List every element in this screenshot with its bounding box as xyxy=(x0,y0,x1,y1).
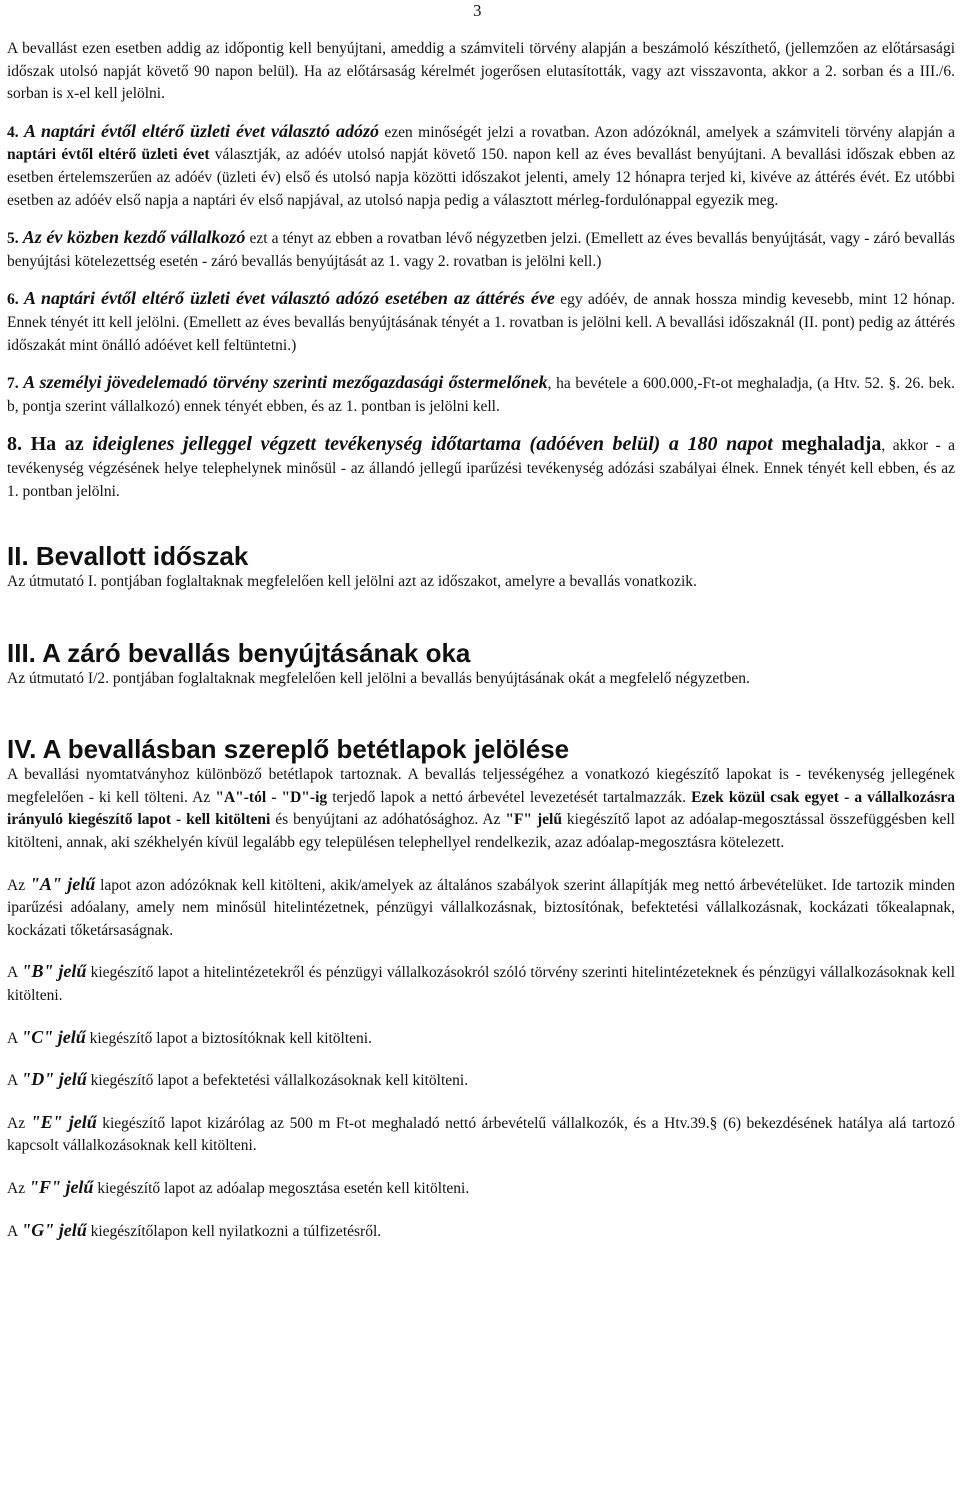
sheet-c-text: kiegészítő lapot a biztosítóknak kell kitölteni. xyxy=(85,1029,372,1047)
sheet-b-text: kiegészítő lapot a hitelintézetekről és pénzügyi vállalkozásokról szóló törvény szerinti hitelintézeteknek és pénzügyi vállalkozásoknak kell kitölteni. xyxy=(7,964,956,1005)
item-4-title: A naptári évtől eltérő üzleti évet választó adózó xyxy=(24,120,379,141)
sheet-b-paragraph xyxy=(7,960,955,1007)
sheet-d-pre: A xyxy=(7,1072,22,1090)
item-7-title: A személyi jövedelemadó törvény szerinti mezőgazdasági őstermelőnek xyxy=(23,372,548,393)
sheet-f-pre: Az xyxy=(7,1180,29,1197)
sheet-b-label: "B" jelű xyxy=(21,961,87,982)
sheet-f-paragraph xyxy=(7,1176,955,1201)
item-8-bold: meghaladja xyxy=(781,433,882,456)
sheet-b-pre: A xyxy=(7,964,22,982)
sheet-e-label: "E" jelű xyxy=(30,1111,97,1132)
sheet-e-text: kiegészítő lapot kizárólag az 500 m Ft-ot meghaladó nettó árbevételű vállalkozók, és a Htv.39.§ (6) bekezdésének hatálya alá tartozó kapcsolt vállalkozásoknak kell kitölteni. xyxy=(7,1114,955,1155)
item-5-paragraph xyxy=(7,226,955,273)
item-4-text-1: ezen minőségét jelzi a rovatban. Azon adózóknál, amelyek a számviteli törvény alapján a xyxy=(379,123,955,141)
sheet-g-pre: A xyxy=(7,1222,22,1240)
sheet-c-label: "C" jelű xyxy=(21,1026,86,1047)
section-4-heading: IV. A bevallásban szereplő betétlapok jelölése xyxy=(7,734,570,765)
sheet-f-text: kiegészítő lapot az adóalap megosztása esetén kell kitölteni. xyxy=(93,1180,470,1197)
section-4-text xyxy=(7,764,955,854)
sheet-g-paragraph xyxy=(7,1219,955,1244)
item-6-text: egy adóév, de annak hossza mindig kevesebb, mint 12 hónap. Ennek tényét itt kell jelölni. (Emellett az éves bevallás benyújtásának tényét a 1. rovatban is jelölni kell. A bevallási időszaknál (II. pont) pedig az áttérés időszakát mint önálló adóévet kell feltüntetni.) xyxy=(7,291,956,354)
item-7-text: , ha bevétele a 600.000,-Ft-ot meghaladja, (a Htv. 52. §. 26. bek. b, pontja szerint vállalkozó) ennek tényét ebben, és az 1. pontban is jelölni kell. xyxy=(7,375,956,415)
section-4-text-2: terjedő lapok a nettó árbevétel levezetését tartalmazzák. xyxy=(327,788,692,806)
section-4-text-1: A bevallási nyomtatványhoz különböző betétlapok tartoznak. A bevallás teljességéhez a vonatkozó kiegészítő lapokat is - tevékenység jellegének megfelelően - ki kell tölteni. Az xyxy=(7,766,955,806)
item-6-title: A naptári évtől eltérő üzleti évet választó adózó esetében az áttérés éve xyxy=(24,288,555,309)
sheet-d-text: kiegészítő lapot a befektetési vállalkozásoknak kell kitölteni. xyxy=(86,1072,469,1090)
item-8-title: ideiglenes jelleggel végzett tevékenység időtartama (adóéven belül) a 180 napot xyxy=(92,433,773,456)
section-4-bold-2: Ezek közül csak egyet - a vállalkozásra irányuló kiegészítő lapot - kell kitölteni xyxy=(7,788,956,829)
section-4-bold-1: "A"-tól - "D"-ig xyxy=(215,788,328,806)
item-4-paragraph xyxy=(7,120,955,212)
section-3-heading: III. A záró bevallás benyújtásának oka xyxy=(7,637,471,668)
item-4-text-2: választják, az adóév utolsó napját követő 150. napon kell az éves bevallást benyújtani. A bevallási időszak ebben az esetben értelemszerűen az adóév (üzleti év) első és utolsó napja közötti időszakot jelenti, amely 12 hónapra terjed ki, kivéve az áttérés évét. Ez utóbbi esetben az adóév első napja a naptári év első napjával, az utolsó napja pedig a választott mérleg-fordulónappal egyezik meg. xyxy=(7,146,955,209)
section-4-text-4: kiegészítő lapot az adóalap-megosztással összefüggésben kell kitölteni, annak, aki székhelyén kívül legalább egy településen telephellyel rendelkezik, azaz adóalap-megosztásra kötelezett. xyxy=(7,811,955,852)
sheet-d-label: "D" jelű xyxy=(21,1069,87,1090)
item-5-title: Az év közben kezdő vállalkozó xyxy=(22,227,246,248)
item-6-number: 6. xyxy=(7,291,19,309)
sheet-g-label: "G" jelű xyxy=(21,1219,87,1240)
item-6-paragraph xyxy=(7,287,955,357)
sheet-list xyxy=(7,855,955,1244)
sheet-g-text: kiegészítőlapon kell nyilatkozni a túlfizetésről. xyxy=(86,1222,382,1240)
intro-paragraph: A bevallást ezen esetben addig az időpontig kell benyújtani, ameddig a számviteli törvény alapján a beszámoló készíthető, (jellemzően az előtársasági időszak utolsó napját követő 90 napon belül). Ha az előtársaság kérelmét jogerősen elutasították, vagy azt visszavonta, akkor a 2. sorban és a III./6. sorban is x-el kell jelölni. xyxy=(7,40,955,103)
sheet-a-paragraph xyxy=(7,873,955,943)
item-4-bold: naptári évtől eltérő üzleti évet xyxy=(7,146,210,164)
item-8-number: 8. xyxy=(7,433,22,456)
sheet-d-paragraph xyxy=(7,1068,955,1093)
sheet-e-pre: Az xyxy=(7,1114,31,1132)
section-2-heading: II. Bevallott időszak xyxy=(7,541,249,572)
section-4-bold-3: "F" jelű xyxy=(505,811,562,829)
sheet-a-label: "A" jelű xyxy=(29,873,96,894)
item-8-lead: Ha az xyxy=(30,433,93,456)
item-5-number: 5. xyxy=(7,230,19,248)
item-8-paragraph xyxy=(7,432,955,503)
sheet-f-label: "F" jelű xyxy=(28,1177,94,1197)
sheet-a-text: lapot azon adózóknak kell kitölteni, akik/amelyek az általános szabályok szerint állapítják meg nettó árbevételüket. Ide tartozik minden iparűzési adóalany, amely nem minősül hitelintézetnek, pénzügyi vállalkozásnak, biztosítónak, befektetési vállalkozásnak, kockázati tőkealapnak, kockázati tőketársaságnak. xyxy=(7,876,955,939)
item-4-number: 4. xyxy=(7,123,19,141)
sheet-e-paragraph xyxy=(7,1111,955,1158)
item-7-paragraph xyxy=(7,371,955,418)
document-body xyxy=(7,38,955,1243)
sheet-a-pre: Az xyxy=(7,876,30,894)
section-4-text-3: és benyújtani az adóhatósághoz. Az xyxy=(270,811,506,829)
item-7-number: 7. xyxy=(7,375,19,393)
section-2-text: Az útmutató I. pontjában foglaltaknak megfelelően kell jelölni azt az időszakot, amelyre a bevallás vonatkozik. xyxy=(7,573,697,591)
item-5-text: ezt a tényt az ebben a rovatban lévő négyzetben jelzi. (Emellett az éves bevallás benyújtását, vagy - záró bevallás benyújtási kötelezettség esetén - záró bevallás benyújtását az 1. vagy 2. rovatban is jelölni kell.) xyxy=(7,230,955,270)
sheet-c-paragraph xyxy=(7,1026,955,1051)
sheet-c-pre: A xyxy=(7,1029,22,1047)
item-8-text: , akkor - a tevékenység végzésének helye telephelynek minősül - az állandó jellegű iparűzési tevékenység adózási szabályai élnek. Ennek tényét kell ebben, és az 1. pontban jelölni. xyxy=(7,437,956,500)
section-3-text: Az útmutató I/2. pontjában foglaltaknak megfelelően kell jelölni a bevallás benyújtásának okát a megfelelő négyzetben. xyxy=(7,669,750,687)
page-number: 3 xyxy=(473,1,482,20)
